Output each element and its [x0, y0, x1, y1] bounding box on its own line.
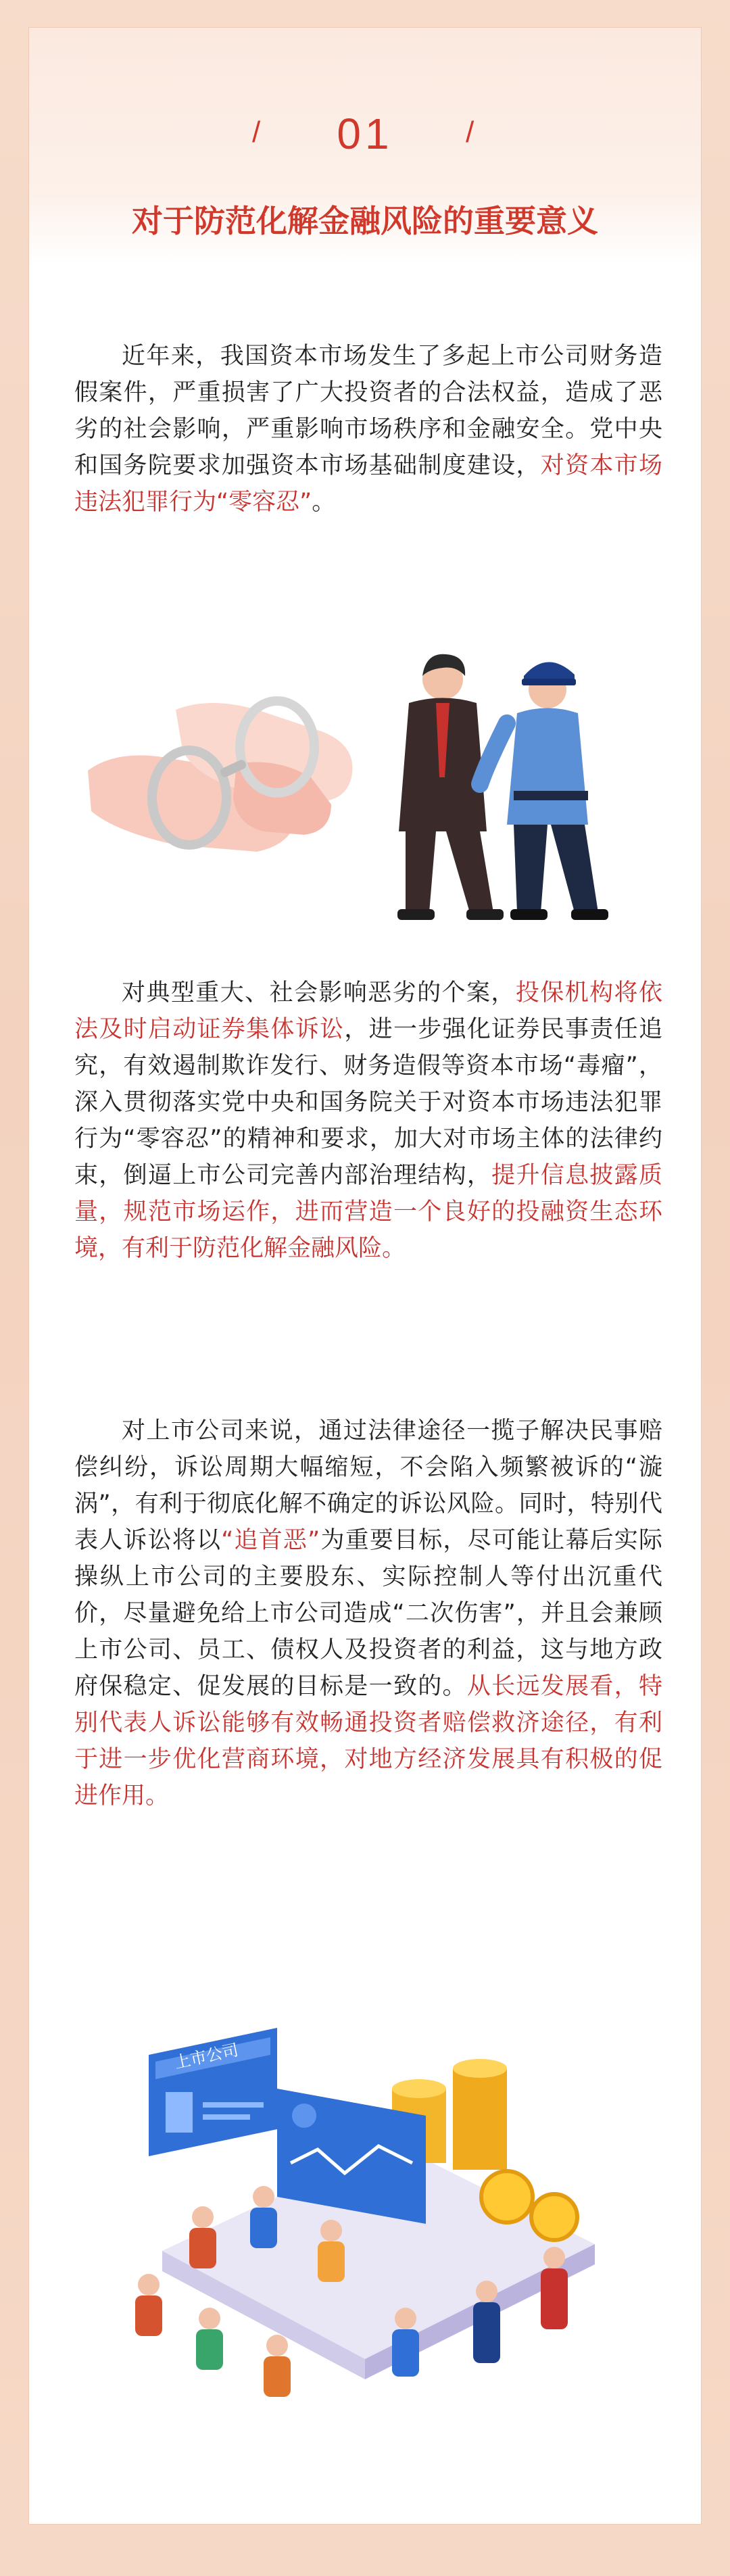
screen-label: 上市公司 [172, 2040, 241, 2072]
paragraph-highlight: 投保机构将依法及时启动证券集体诉讼 [74, 979, 662, 1043]
paragraph-3 [74, 1413, 662, 1814]
paragraph-highlight: 提升信息披露质量，规范市场运作，进而营造一个良好的投融资生态环境，有利于防范化解金融风险。 [74, 1162, 662, 1262]
paragraph-highlight: “追首恶” [221, 1527, 320, 1554]
paragraph-1 [74, 338, 662, 520]
listed-company-illustration [108, 2028, 622, 2447]
paragraph-text: 。 [312, 489, 336, 516]
stock-screen-icon [149, 2028, 277, 2156]
paragraph-text: 为重要目标，尽可能让幕后实际操纵上市公司的主要股东、实际控制人等付出沉重代价，尽量避免给上市公司造成“二次伤害”，并且会兼顾上市公司、员工、债权人及投资者的利益，这与地方政府保稳定、促发展的目标是一致的。 [74, 1527, 662, 1700]
handcuffed-hands-icon [88, 701, 352, 852]
paragraph-highlight: 从长远发展看，特别代表人诉讼能够有效畅通投资者赔偿救济途径，有利于进一步优化营商环境，对地方经济发展具有积极的促进作用。 [74, 1673, 662, 1809]
paragraph-text: 对上市公司来说，通过法律途径一揽子解决民事赔偿纠纷，诉讼周期大幅缩短，不会陷入频繁被诉的“漩涡”，有利于彻底化解不确定的诉讼风险。同时，特别代表人诉讼将以 [74, 1417, 662, 1554]
section-header [29, 28, 701, 264]
paragraph-text: 近年来，我国资本市场发生了多起上市公司财务造假案件，严重损害了广大投资者的合法权益，造成了恶劣的社会影响，严重影响市场秩序和金融安全。党中央和国务院要求加强资本市场基础制度建设， [74, 343, 662, 479]
paragraph-text: ，进一步强化证券民事责任追究，有效遏制欺诈发行、财务造假等资本市场“毒瘤”，深入贯彻落实党中央和国务院关于对资本市场违法犯罪行为“零容忍”的精神和要求，加大对市场主体的法律约束，倒逼上市公司完善内部治理结构， [74, 1016, 662, 1189]
section-number: 01 [337, 110, 393, 158]
paragraph-highlight: 对资本市场违法犯罪行为“零容忍” [74, 452, 662, 516]
slash-decoration-right: / [466, 116, 474, 149]
paragraph-2 [74, 975, 662, 1267]
paragraph-text: 对典型重大、社会影响恶劣的个案， [122, 979, 516, 1006]
arrest-illustration [74, 629, 656, 926]
section-title: 对于防范化解金融风险的重要意义 [132, 203, 598, 239]
slash-decoration-left: / [252, 116, 261, 149]
police-officer-icon [480, 662, 608, 920]
